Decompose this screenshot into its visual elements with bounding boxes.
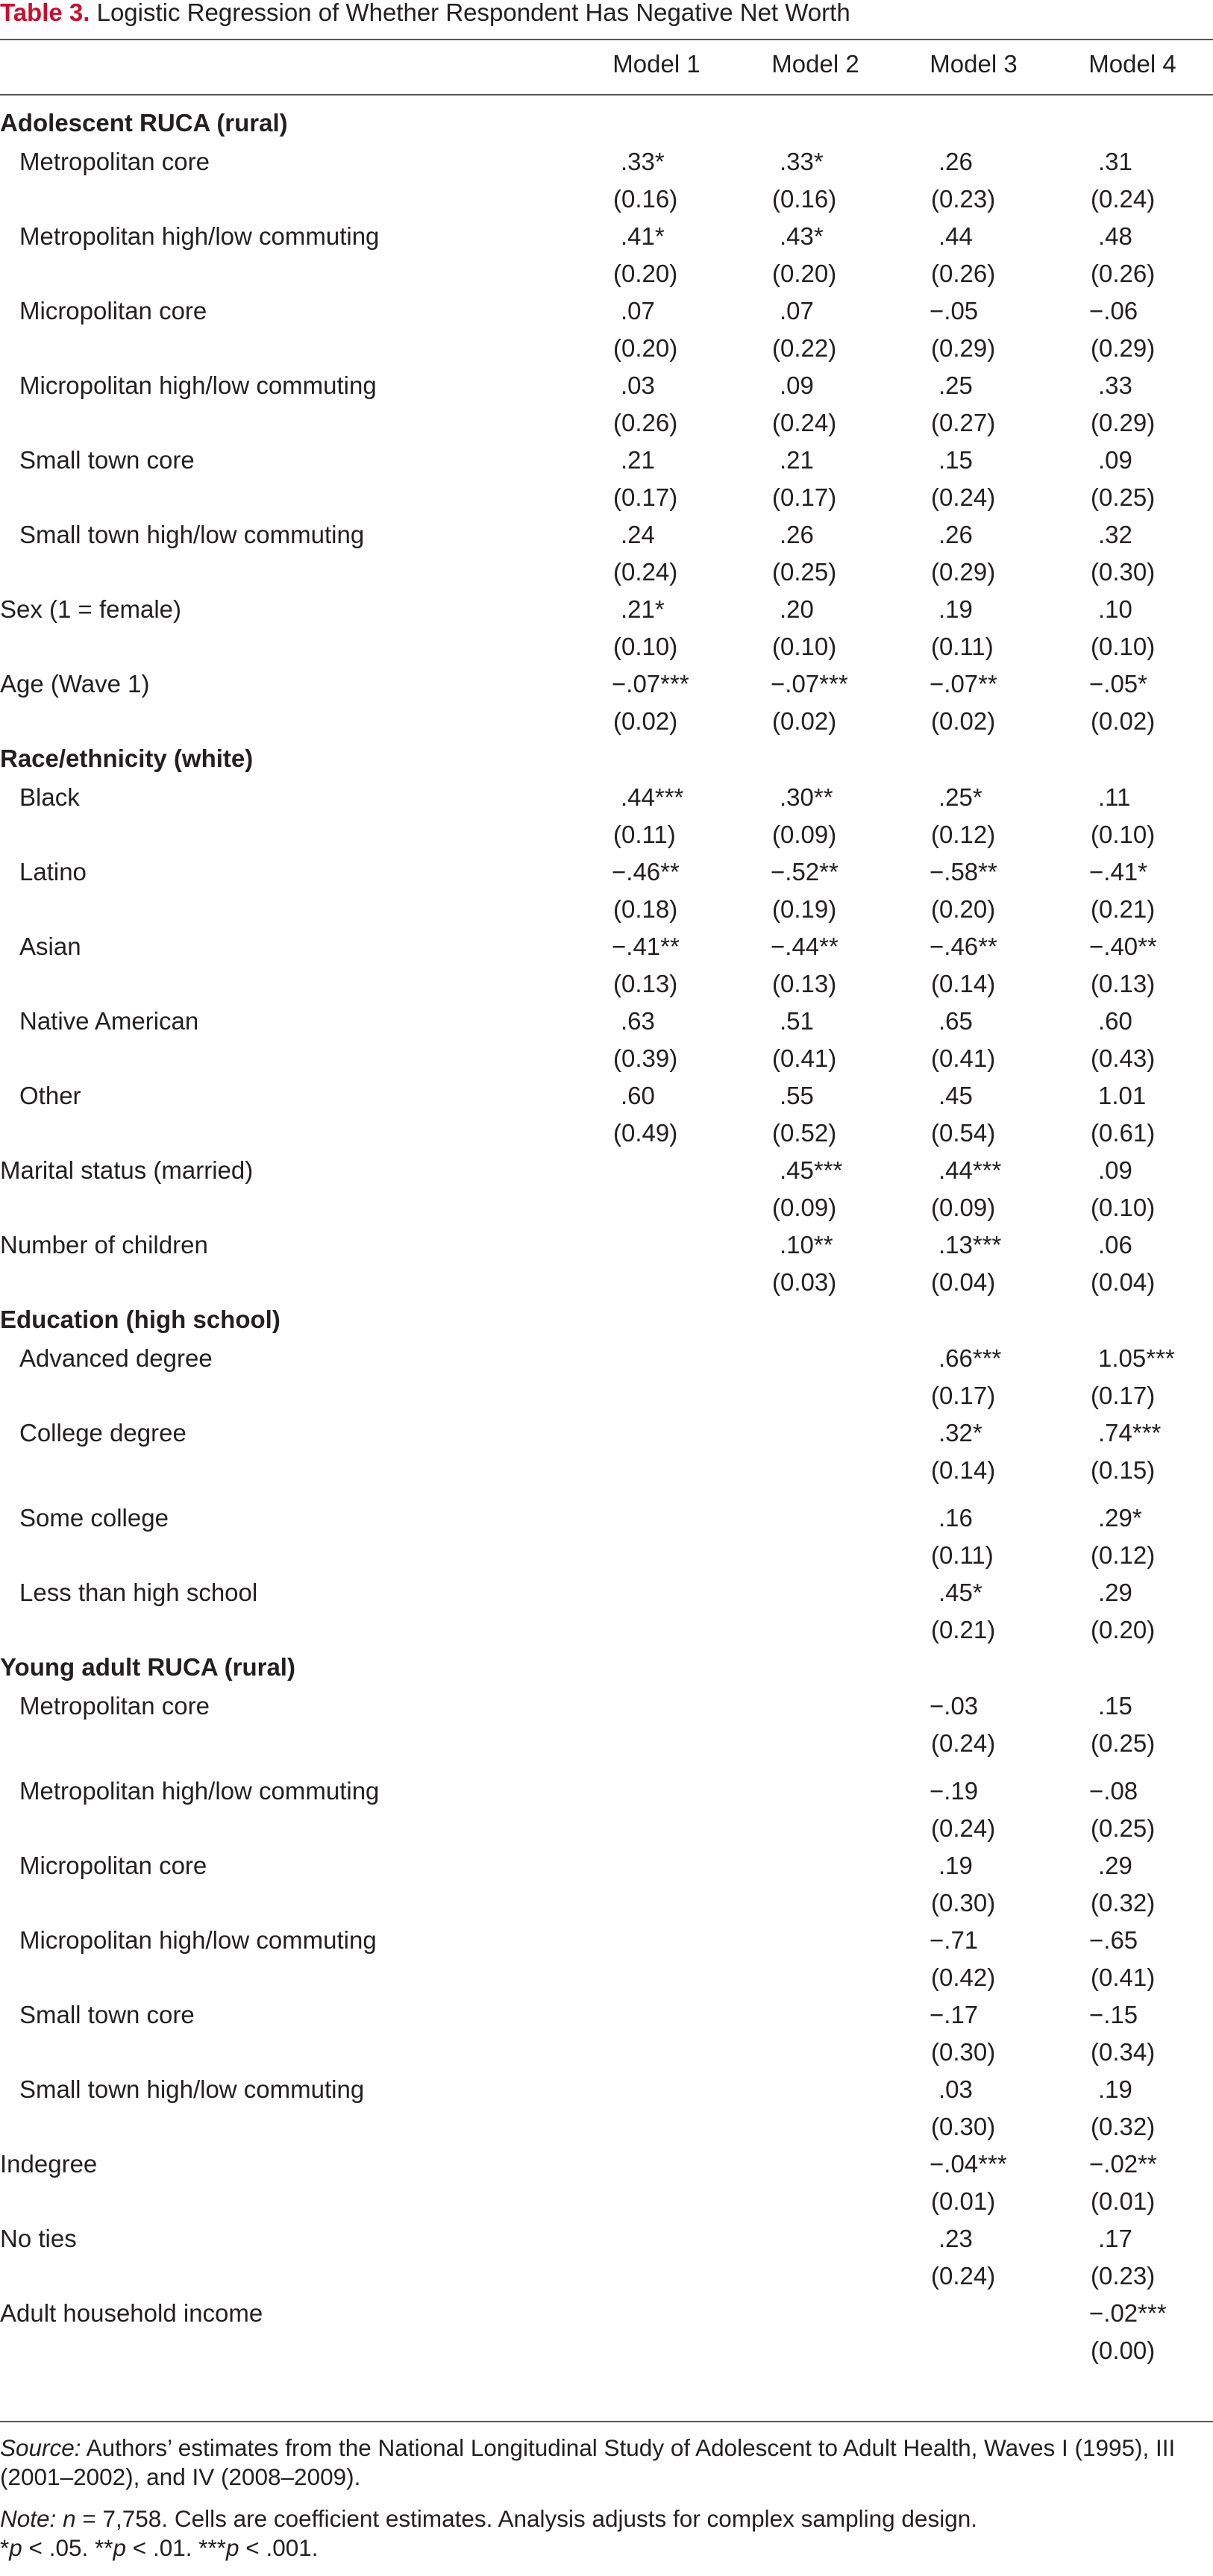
coefficient-cell: −.05* xyxy=(1089,670,1147,698)
coefficient-cell: .60 xyxy=(621,1082,655,1109)
coefficient-cell: .19 xyxy=(1098,2075,1132,2103)
standard-error-cell: (0.22) xyxy=(772,334,837,362)
coefficient-cell: .15 xyxy=(938,446,973,474)
coefficient-cell: −.04*** xyxy=(930,2150,1007,2178)
standard-error-cell: (0.12) xyxy=(931,821,996,848)
coefficient-cell: .33* xyxy=(780,148,824,175)
standard-error-cell: (0.12) xyxy=(1091,1541,1156,1569)
coefficient-cell: .25* xyxy=(938,783,982,811)
table-row xyxy=(0,2220,1213,2295)
standard-error-cell: (0.25) xyxy=(1091,1814,1156,1842)
table-row xyxy=(0,143,1213,218)
footnote-source-label: Source: xyxy=(0,2434,81,2461)
footnote-note xyxy=(0,2504,1213,2533)
row-label: Number of children xyxy=(0,1231,208,1259)
coefficient-cell: .03 xyxy=(621,372,655,399)
coefficient-cell: .43* xyxy=(780,222,824,250)
table-row xyxy=(0,292,1213,367)
table-row xyxy=(0,1499,1213,1574)
row-label: Adult household income xyxy=(0,2299,263,2327)
coefficient-cell: .32 xyxy=(1098,521,1132,548)
coefficient-cell: .65 xyxy=(938,1007,973,1035)
table-number: Table 3. xyxy=(0,0,90,26)
standard-error-cell: (0.42) xyxy=(931,1964,996,1991)
standard-error-cell: (0.16) xyxy=(772,185,837,213)
table-row xyxy=(0,1687,1213,1762)
table-row xyxy=(0,1340,1213,1414)
coefficient-cell: .74*** xyxy=(1098,1419,1162,1447)
coefficient-cell: .51 xyxy=(780,1007,814,1035)
coefficient-cell: .29 xyxy=(1098,1579,1132,1606)
row-label: College degree xyxy=(19,1419,187,1447)
standard-error-cell: (0.09) xyxy=(931,1194,996,1221)
standard-error-cell: (0.13) xyxy=(1091,970,1156,997)
table-row xyxy=(0,218,1213,292)
section-heading: Education (high school) xyxy=(0,1306,280,1333)
coefficient-cell: .09 xyxy=(1098,446,1132,474)
coefficient-cell: −.02*** xyxy=(1089,2299,1167,2327)
standard-error-cell: (0.29) xyxy=(1091,409,1156,436)
table-row xyxy=(0,1773,1213,1847)
footnote-significance: *p < .05. **p < .01. ***p < .001. xyxy=(0,2534,319,2561)
standard-error-cell: (0.52) xyxy=(772,1119,837,1147)
standard-error-cell: (0.09) xyxy=(772,1194,837,1221)
table-row xyxy=(0,442,1213,516)
table-row xyxy=(0,1077,1213,1152)
standard-error-cell: (0.23) xyxy=(931,185,996,213)
coefficient-cell: .48 xyxy=(1098,222,1132,250)
coefficient-cell: .24 xyxy=(621,521,655,548)
coefficient-cell: −.07*** xyxy=(612,670,689,698)
standard-error-cell: (0.61) xyxy=(1091,1119,1156,1147)
standard-error-cell: (0.20) xyxy=(613,260,678,287)
standard-error-cell: (0.00) xyxy=(1091,2337,1156,2364)
standard-error-cell: (0.24) xyxy=(931,1729,996,1757)
standard-error-cell: (0.17) xyxy=(772,483,837,511)
row-label: Small town high/low commuting xyxy=(19,2075,365,2103)
row-label: Some college xyxy=(19,1504,169,1532)
standard-error-cell: (0.30) xyxy=(1091,558,1156,586)
standard-error-cell: (0.25) xyxy=(772,558,837,586)
top-rule xyxy=(0,39,1213,40)
coefficient-cell: −.65 xyxy=(1089,1926,1138,1954)
standard-error-cell: (0.16) xyxy=(613,185,678,213)
coefficient-cell: .29 xyxy=(1098,1852,1132,1879)
column-header-model-1: Model 1 xyxy=(612,50,700,78)
footnote-source xyxy=(0,2434,1213,2492)
coefficient-cell: −.46** xyxy=(612,858,680,886)
coefficient-cell: .25 xyxy=(938,372,973,399)
coefficient-cell: −.44** xyxy=(771,933,839,960)
standard-error-cell: (0.10) xyxy=(1091,633,1156,660)
table-row xyxy=(0,1847,1213,1922)
standard-error-cell: (0.25) xyxy=(1091,483,1156,511)
standard-error-cell: (0.20) xyxy=(772,260,837,287)
standard-error-cell: (0.29) xyxy=(931,558,996,586)
coefficient-cell: .45*** xyxy=(780,1156,843,1184)
row-label: Small town core xyxy=(19,2001,195,2028)
standard-error-cell: (0.09) xyxy=(772,821,837,848)
coefficient-cell: .55 xyxy=(780,1082,814,1109)
standard-error-cell: (0.21) xyxy=(1091,895,1156,923)
standard-error-cell: (0.02) xyxy=(613,707,678,735)
standard-error-cell: (0.10) xyxy=(772,633,837,660)
standard-error-cell: (0.02) xyxy=(931,707,996,735)
standard-error-cell: (0.11) xyxy=(613,821,676,848)
footnote-source-text: Authors’ estimates from the National Longitudinal Study of Adolescent to Adult Health, Waves I (1995), III (2001–2002), and IV (2008–2009). xyxy=(0,2434,1176,2490)
standard-error-cell: (0.02) xyxy=(772,707,837,735)
coefficient-cell: .07 xyxy=(621,297,655,325)
row-label: Marital status (married) xyxy=(0,1156,254,1184)
table-row xyxy=(0,367,1213,442)
standard-error-cell: (0.13) xyxy=(772,970,837,997)
coefficient-cell: .15 xyxy=(1098,1692,1132,1720)
column-header-model-3: Model 3 xyxy=(930,50,1018,78)
coefficient-cell: .26 xyxy=(938,521,973,548)
coefficient-cell: −.41** xyxy=(612,933,680,960)
standard-error-cell: (0.26) xyxy=(613,409,678,436)
coefficient-cell: −.02** xyxy=(1089,2150,1157,2178)
standard-error-cell: (0.11) xyxy=(931,1541,994,1569)
coefficient-cell: .44*** xyxy=(621,783,684,811)
standard-error-cell: (0.43) xyxy=(1091,1044,1156,1072)
row-label: Metropolitan high/low commuting xyxy=(19,1777,380,1805)
coefficient-cell: .20 xyxy=(780,595,814,623)
standard-error-cell: (0.23) xyxy=(1091,2262,1156,2290)
coefficient-cell: −.03 xyxy=(930,1692,979,1720)
row-label: Sex (1 = female) xyxy=(0,595,182,623)
coefficient-cell: 1.05*** xyxy=(1098,1344,1175,1372)
coefficient-cell: .19 xyxy=(938,1852,973,1879)
standard-error-cell: (0.10) xyxy=(1091,1194,1156,1221)
standard-error-cell: (0.10) xyxy=(613,633,678,660)
standard-error-cell: (0.49) xyxy=(613,1119,678,1147)
table-row xyxy=(0,2146,1213,2220)
coefficient-cell: .23 xyxy=(938,2225,973,2252)
table-row xyxy=(0,516,1213,591)
coefficient-cell: .45 xyxy=(938,1082,973,1109)
coefficient-cell: −.17 xyxy=(930,2001,979,2028)
table-row xyxy=(0,2295,1213,2369)
row-label: Asian xyxy=(19,933,81,960)
standard-error-cell: (0.11) xyxy=(931,633,994,660)
standard-error-cell: (0.32) xyxy=(1091,1889,1156,1917)
row-label: Indegree xyxy=(0,2150,98,2178)
coefficient-cell: .66*** xyxy=(938,1344,1002,1372)
coefficient-cell: .09 xyxy=(1098,1156,1132,1184)
standard-error-cell: (0.19) xyxy=(772,895,837,923)
row-label: Other xyxy=(19,1082,81,1109)
standard-error-cell: (0.29) xyxy=(1091,334,1156,362)
standard-error-cell: (0.24) xyxy=(931,2262,996,2290)
coefficient-cell: .10** xyxy=(780,1231,833,1259)
coefficient-cell: −.40** xyxy=(1089,933,1157,960)
coefficient-cell: −.07*** xyxy=(771,670,848,698)
coefficient-cell: .33* xyxy=(621,148,665,175)
row-label: Less than high school xyxy=(19,1579,258,1606)
table-row xyxy=(0,1996,1213,2071)
coefficient-cell: −.19 xyxy=(930,1777,979,1805)
standard-error-cell: (0.02) xyxy=(1091,707,1156,735)
coefficient-cell: −.05 xyxy=(930,297,979,325)
coefficient-cell: .31 xyxy=(1098,148,1132,175)
row-label: Age (Wave 1) xyxy=(0,670,150,698)
standard-error-cell: (0.24) xyxy=(931,1814,996,1842)
standard-error-cell: (0.20) xyxy=(931,895,996,923)
coefficient-cell: .60 xyxy=(1098,1007,1132,1035)
coefficient-cell: .21 xyxy=(621,446,655,474)
coefficient-cell: .10 xyxy=(1098,595,1132,623)
coefficient-cell: .21 xyxy=(780,446,814,474)
table-row xyxy=(0,665,1213,740)
standard-error-cell: (0.54) xyxy=(931,1119,996,1147)
row-label: Micropolitan core xyxy=(19,297,207,325)
standard-error-cell: (0.01) xyxy=(931,2187,996,2215)
row-label: Micropolitan high/low commuting xyxy=(19,1926,377,1954)
coefficient-cell: .06 xyxy=(1098,1231,1132,1259)
coefficient-cell: .26 xyxy=(938,148,973,175)
standard-error-cell: (0.30) xyxy=(931,2113,996,2140)
coefficient-cell: −.71 xyxy=(930,1926,979,1954)
coefficient-cell: −.06 xyxy=(1089,297,1138,325)
coefficient-cell: 1.01 xyxy=(1098,1082,1147,1109)
coefficient-cell: −.08 xyxy=(1089,1777,1138,1805)
coefficient-cell: .03 xyxy=(938,2075,973,2103)
section-heading: Young adult RUCA (rural) xyxy=(0,1653,295,1681)
coefficient-cell: −.58** xyxy=(930,858,997,886)
coefficient-cell: .17 xyxy=(1098,2225,1132,2252)
table-row xyxy=(0,853,1213,928)
standard-error-cell: (0.27) xyxy=(931,409,996,436)
coefficient-cell: .21* xyxy=(621,595,665,623)
coefficient-cell: −.07** xyxy=(930,670,997,698)
standard-error-cell: (0.04) xyxy=(931,1268,996,1296)
coefficient-cell: .26 xyxy=(780,521,814,548)
standard-error-cell: (0.15) xyxy=(1091,1456,1156,1484)
standard-error-cell: (0.25) xyxy=(1091,1729,1156,1757)
standard-error-cell: (0.41) xyxy=(931,1044,996,1072)
table-row xyxy=(0,1414,1213,1489)
table-row xyxy=(0,1574,1213,1649)
coefficient-cell: .16 xyxy=(938,1504,973,1532)
coefficient-cell: .41* xyxy=(621,222,665,250)
table-row xyxy=(0,928,1213,1003)
standard-error-cell: (0.29) xyxy=(931,334,996,362)
standard-error-cell: (0.32) xyxy=(1091,2113,1156,2140)
row-label: No ties xyxy=(0,2225,77,2252)
standard-error-cell: (0.24) xyxy=(613,558,678,586)
row-label: Black xyxy=(19,783,80,811)
standard-error-cell: (0.34) xyxy=(1091,2038,1156,2066)
section-heading: Adolescent RUCA (rural) xyxy=(0,109,288,137)
standard-error-cell: (0.03) xyxy=(772,1268,837,1296)
section-heading: Race/ethnicity (white) xyxy=(0,745,254,772)
coefficient-cell: −.52** xyxy=(771,858,839,886)
coefficient-cell: .32* xyxy=(938,1419,982,1447)
table-title: Logistic Regression of Whether Respondent Has Negative Net Worth xyxy=(90,0,850,26)
row-label: Small town high/low commuting xyxy=(19,521,365,548)
coefficient-cell: .63 xyxy=(621,1007,655,1035)
row-label: Metropolitan core xyxy=(19,148,210,175)
standard-error-cell: (0.14) xyxy=(931,970,996,997)
coefficient-cell: .19 xyxy=(938,595,973,623)
column-header-model-4: Model 4 xyxy=(1088,50,1176,78)
coefficient-cell: .33 xyxy=(1098,372,1132,399)
coefficient-cell: .29* xyxy=(1098,1504,1142,1532)
table-row xyxy=(0,591,1213,665)
row-label: Metropolitan core xyxy=(19,1692,210,1720)
standard-error-cell: (0.10) xyxy=(1091,821,1156,848)
coefficient-cell: −.15 xyxy=(1089,2001,1138,2028)
column-header-model-2: Model 2 xyxy=(771,50,859,78)
coefficient-cell: .13*** xyxy=(938,1231,1002,1259)
row-label: Metropolitan high/low commuting xyxy=(19,222,380,250)
standard-error-cell: (0.04) xyxy=(1091,1268,1156,1296)
standard-error-cell: (0.20) xyxy=(1091,1616,1156,1643)
row-label: Micropolitan high/low commuting xyxy=(19,372,377,399)
row-label: Native American xyxy=(19,1007,199,1035)
standard-error-cell: (0.26) xyxy=(1091,260,1156,287)
table-row xyxy=(0,1003,1213,1077)
table-row xyxy=(0,779,1213,853)
coefficient-cell: −.41* xyxy=(1089,858,1147,886)
standard-error-cell: (0.18) xyxy=(613,895,678,923)
table-row xyxy=(0,1152,1213,1226)
coefficient-cell: .30** xyxy=(780,783,833,811)
standard-error-cell: (0.17) xyxy=(613,483,678,511)
coefficient-cell: .09 xyxy=(780,372,814,399)
row-label: Advanced degree xyxy=(19,1344,213,1372)
coefficient-cell: −.46** xyxy=(930,933,997,960)
footnote-note-text: = 7,758. Cells are coefficient estimates. Analysis adjusts for complex sampling design. xyxy=(75,2505,977,2532)
standard-error-cell: (0.39) xyxy=(613,1044,678,1072)
table-row xyxy=(0,1922,1213,1996)
table-row xyxy=(0,1226,1213,1301)
coefficient-cell: .44 xyxy=(938,222,973,250)
bottom-rule xyxy=(0,2421,1213,2422)
row-label: Small town core xyxy=(19,446,195,474)
standard-error-cell: (0.41) xyxy=(1091,1964,1156,1991)
row-label: Latino xyxy=(19,858,87,886)
coefficient-cell: .45* xyxy=(938,1579,982,1606)
table-row xyxy=(0,2071,1213,2146)
standard-error-cell: (0.20) xyxy=(613,334,678,362)
footnote-note-n: n xyxy=(63,2505,76,2532)
standard-error-cell: (0.17) xyxy=(931,1382,996,1409)
standard-error-cell: (0.14) xyxy=(931,1456,996,1484)
standard-error-cell: (0.01) xyxy=(1091,2187,1156,2215)
standard-error-cell: (0.24) xyxy=(772,409,837,436)
coefficient-cell: .11 xyxy=(1098,783,1131,811)
standard-error-cell: (0.30) xyxy=(931,2038,996,2066)
standard-error-cell: (0.24) xyxy=(1091,185,1156,213)
table-caption xyxy=(0,0,1213,37)
coefficient-cell: .07 xyxy=(780,297,814,325)
standard-error-cell: (0.30) xyxy=(931,1889,996,1917)
standard-error-cell: (0.21) xyxy=(931,1616,996,1643)
footnote-note-label: Note: xyxy=(0,2505,57,2532)
row-label: Micropolitan core xyxy=(19,1852,207,1879)
coefficient-cell: .44*** xyxy=(938,1156,1002,1184)
header-rule xyxy=(0,94,1213,95)
standard-error-cell: (0.24) xyxy=(931,483,996,511)
standard-error-cell: (0.26) xyxy=(931,260,996,287)
standard-error-cell: (0.13) xyxy=(613,970,678,997)
standard-error-cell: (0.41) xyxy=(772,1044,837,1072)
standard-error-cell: (0.17) xyxy=(1091,1382,1156,1409)
